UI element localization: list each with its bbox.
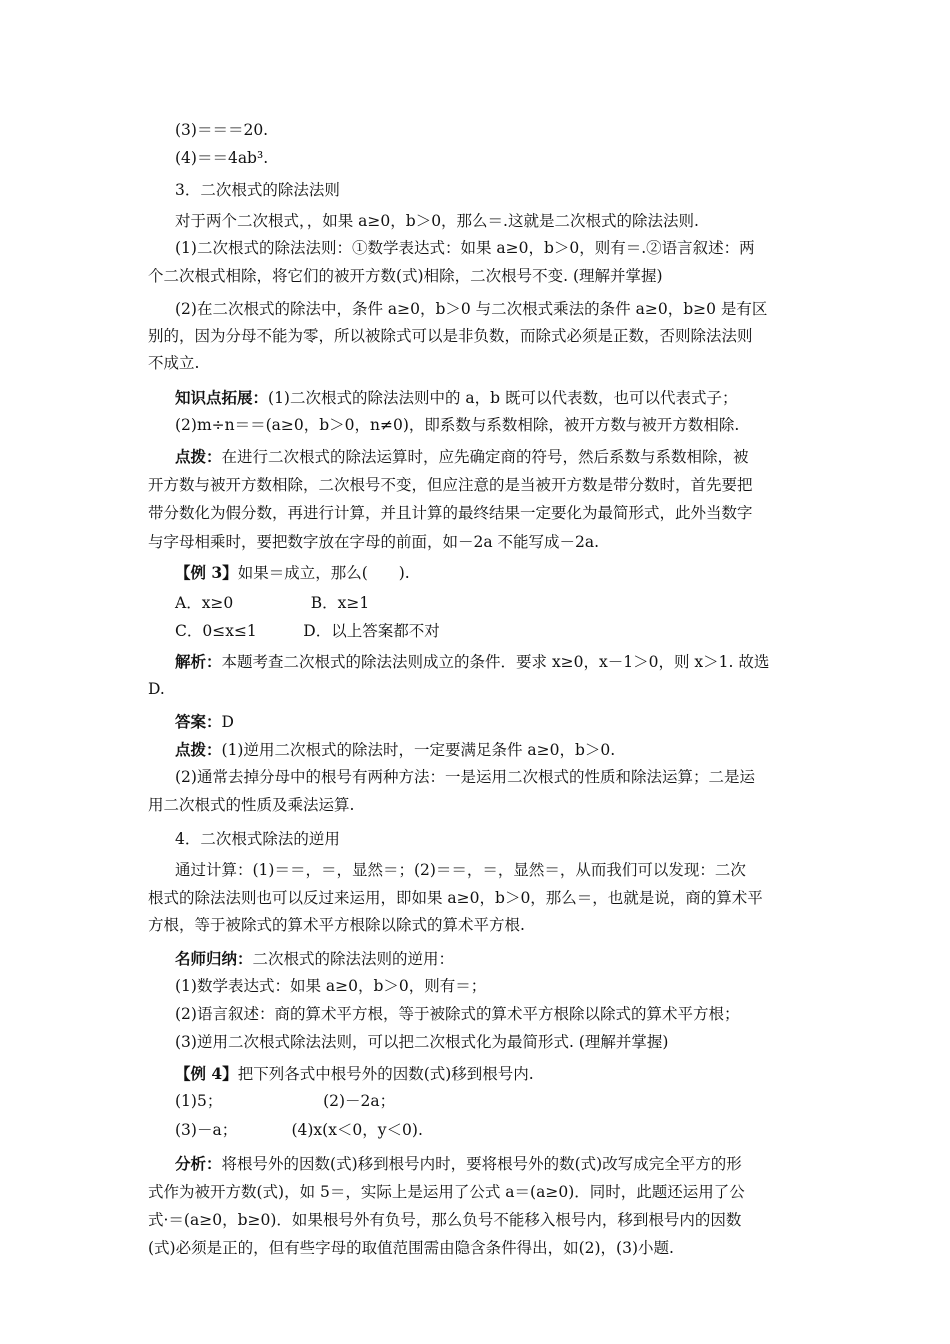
line-text: 对于两个二次根式，，如果 a≥0，b＞0，那么＝.这就是二次根式的除法法则. — [175, 212, 699, 230]
text-line — [175, 829, 340, 849]
line-text: (1)5； (2)－2a； — [175, 1092, 396, 1110]
line-text: 二次根式的除法法则的逆用： — [252, 950, 455, 968]
line-text: 4．二次根式除法的逆用 — [175, 830, 340, 848]
line-text: (2)语言叙述：商的算术平方根，等于被除式的算术平方根除以除式的算术平方根； — [175, 1005, 740, 1023]
text-line — [175, 1064, 534, 1084]
line-text: 式·＝(a≥0，b≥0)．如果根号外有负号，那么负号不能移入根号内，移到根号内的因数 — [148, 1211, 742, 1229]
line-text: D — [221, 713, 234, 731]
text-line — [175, 1154, 742, 1174]
line-label: 答案： — [175, 712, 222, 731]
line-text: 将根号外的因数(式)移到根号内时，要将根号外的数(式)改写成完全平方的形 — [221, 1155, 742, 1173]
line-label: 点拨： — [175, 740, 222, 759]
line-text: 在进行二次根式的除法运算时，应先确定商的符号，然后系数与系数相除，被 — [221, 448, 749, 466]
line-label: 解析： — [175, 652, 222, 671]
text-line — [148, 475, 753, 495]
text-line — [175, 415, 739, 435]
line-text: (2)在二次根式的除法中，条件 a≥0，b＞0 与二次根式乘法的条件 a≥0，b≥0 是有区 — [175, 300, 768, 318]
line-label: 知识点拓展： — [175, 388, 269, 407]
text-line — [175, 949, 454, 969]
line-text: 别的，因为分母不能为零，所以被除式可以是非负数，而除式必须是正数，否则除法法则 — [148, 327, 753, 345]
text-line — [148, 1182, 745, 1202]
line-text: C．0≤x≤1 D．以上答案都不对 — [175, 622, 440, 640]
line-text: 开方数与被开方数相除，二次根号不变，但应注意的是当被开方数是带分数时，首先要把 — [148, 476, 753, 494]
line-text: 式作为被开方数(式)，如 5＝，实际上是运用了公式 a＝(a≥0)．同时，此题还运用了公 — [148, 1183, 745, 1201]
text-line — [148, 795, 354, 815]
text-line — [175, 767, 755, 787]
line-text: 不成立. — [148, 354, 200, 372]
line-label: 分析： — [175, 1154, 222, 1173]
text-line — [148, 1210, 741, 1230]
line-text: (1)二次根式的除法法则：①数学表达式：如果 a≥0，b＞0，则有＝.②语言叙述：两 — [175, 239, 755, 257]
line-text: (3)逆用二次根式除法法则，可以把二次根式化为最简形式. (理解并掌握) — [175, 1033, 669, 1051]
line-text: 带分数化为假分数，再进行计算，并且计算的最终结果一定要化为最简形式，此外当数字 — [148, 504, 753, 522]
text-line — [175, 299, 767, 319]
text-line — [175, 388, 738, 408]
text-line — [175, 1091, 395, 1111]
text-line — [175, 652, 769, 672]
text-line — [175, 740, 615, 760]
text-line — [175, 148, 268, 168]
line-text: 本题考查二次根式的除法法则成立的条件．要求 x≥0，x－1＞0，则 x＞1. 故选 — [221, 653, 770, 671]
text-line — [148, 503, 753, 523]
line-text: (3)－a； (4)x(x＜0，y＜0). — [175, 1121, 423, 1139]
text-line — [175, 238, 755, 258]
text-line — [148, 915, 525, 935]
text-line — [175, 211, 699, 231]
line-text: 把下列各式中根号外的因数(式)移到根号内. — [237, 1065, 534, 1083]
text-line — [175, 976, 486, 996]
text-line — [175, 563, 410, 583]
line-text: (式)必须是正的，但有些字母的取值范围需由隐含条件得出，如(2)，(3)小题. — [148, 1239, 674, 1257]
line-text: D. — [148, 680, 165, 698]
text-line — [148, 266, 663, 286]
text-line — [175, 1120, 423, 1140]
text-line — [148, 532, 599, 552]
text-line — [148, 1238, 674, 1258]
line-text: (1)逆用二次根式的除法时，一定要满足条件 a≥0，b＞0. — [221, 741, 616, 759]
text-line — [148, 353, 199, 373]
line-text: 3．二次根式的除法法则 — [175, 181, 340, 199]
text-line — [175, 860, 746, 880]
text-line — [148, 888, 763, 908]
line-label: 【例 3】 — [175, 563, 238, 582]
text-line — [175, 1004, 739, 1024]
line-text: (2)m÷n＝＝(a≥0，b＞0，n≠0)，即系数与系数相除，被开方数与被开方数相除. — [175, 416, 740, 434]
line-text: (3)＝＝＝20. — [175, 121, 269, 139]
text-line — [175, 712, 234, 732]
line-text: (1)二次根式的除法法则中的 a，b 既可以代表数，也可以代表式子； — [268, 389, 738, 407]
line-text: (1)数学表达式：如果 a≥0，b＞0，则有＝； — [175, 977, 487, 995]
line-label: 【例 4】 — [175, 1064, 238, 1083]
text-line — [175, 593, 369, 613]
line-text: 根式的除法法则也可以反过来运用，即如果 a≥0，b＞0，那么＝，也就是说，商的算术平 — [148, 889, 763, 907]
line-text: (2)通常去掉分母中的根号有两种方法：一是运用二次根式的性质和除法运算；二是运 — [175, 768, 755, 786]
line-label: 点拨： — [175, 447, 222, 466]
text-line — [175, 621, 440, 641]
line-text: 如果＝成立，那么( ). — [237, 564, 410, 582]
line-text: A．x≥0 B．x≥1 — [175, 594, 370, 612]
line-text: 与字母相乘时，要把数字放在字母的前面，如－2a 不能写成－2a. — [148, 533, 600, 551]
line-text: 方根，等于被除式的算术平方根除以除式的算术平方根. — [148, 916, 525, 934]
text-line — [175, 447, 749, 467]
text-line — [175, 1032, 668, 1052]
text-line — [175, 120, 268, 140]
line-text: 通过计算：(1)＝＝，＝，显然＝；(2)＝＝，＝，显然＝，从而我们可以发现：二次 — [175, 861, 746, 879]
text-line — [148, 326, 753, 346]
line-text: 用二次根式的性质及乘法运算. — [148, 796, 355, 814]
text-line — [175, 180, 340, 200]
line-text: (4)＝＝4ab³. — [175, 149, 269, 167]
text-line — [148, 679, 165, 699]
line-text: 个二次根式相除，将它们的被开方数(式)相除，二次根号不变. (理解并掌握) — [148, 267, 663, 285]
line-label: 名师归纳： — [175, 949, 253, 968]
